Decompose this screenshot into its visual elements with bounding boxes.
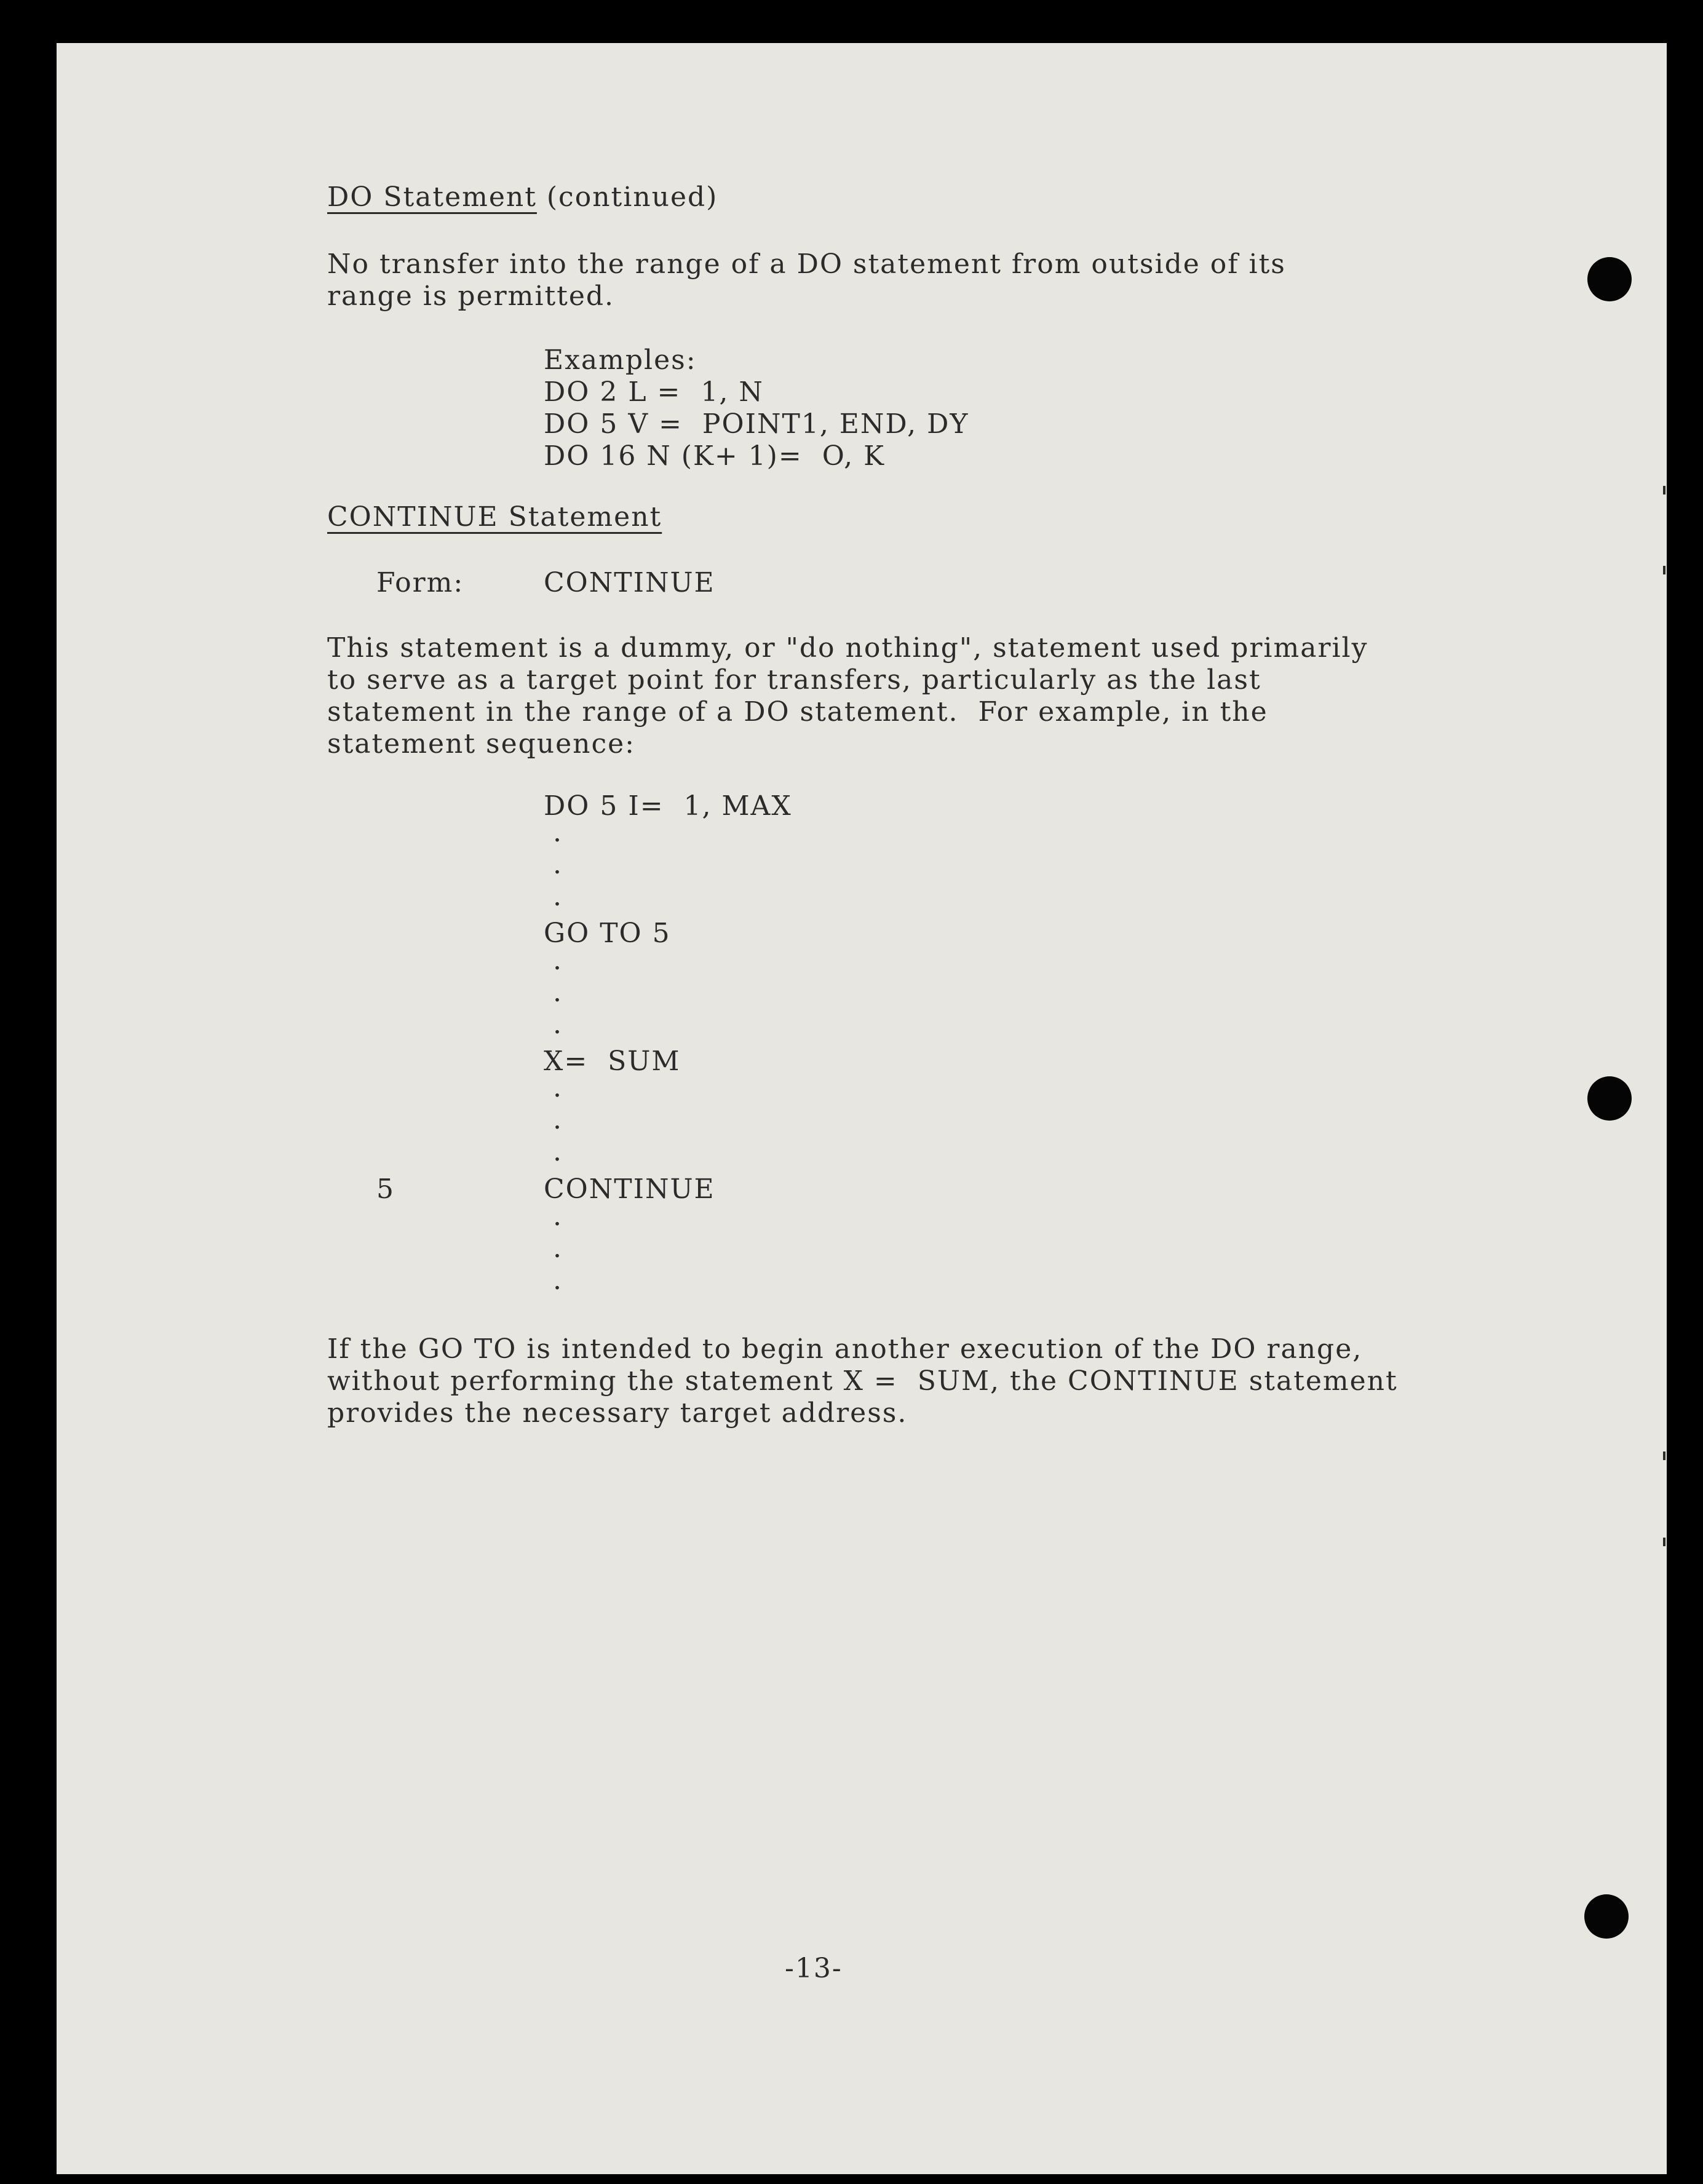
heading-title: CONTINUE Statement — [327, 501, 662, 533]
sequence-line-goto: GO TO 5 — [544, 918, 671, 949]
dot: . — [553, 1265, 562, 1296]
dot: . — [553, 1136, 562, 1167]
ellipsis-vertical — [553, 817, 562, 913]
paragraph-line: This statement is a dummy, or "do nothing", statement used primarily — [327, 632, 1368, 664]
heading-title: DO Statement — [327, 181, 537, 213]
paragraph-description — [327, 632, 1368, 760]
dot: . — [553, 1104, 562, 1135]
statement-label: 5 — [376, 1173, 395, 1205]
punch-hole-bottom — [1584, 1894, 1629, 1939]
dot: . — [553, 945, 562, 976]
edge-mark — [1663, 486, 1665, 494]
paragraph-conclusion — [327, 1333, 1398, 1429]
ellipsis-vertical — [553, 1072, 562, 1168]
form-label: Form: — [376, 567, 464, 598]
examples-label: Examples: — [544, 344, 697, 376]
paragraph-line: If the GO TO is intended to begin another execution of the DO range, — [327, 1333, 1363, 1365]
edge-mark — [1663, 1538, 1665, 1546]
page-number: -13- — [785, 1953, 843, 1984]
dot: . — [553, 849, 562, 880]
punch-hole-top — [1587, 257, 1632, 301]
paragraph-transfer-rule — [327, 248, 1286, 312]
example-line: DO 16 N (K+ 1)= O, K — [544, 440, 886, 472]
example-line: DO 2 L = 1, N — [544, 376, 764, 408]
sequence-line-continue: CONTINUE — [544, 1173, 715, 1205]
ellipsis-vertical — [553, 945, 562, 1041]
paragraph-line: without performing the statement X = SUM, the CONTINUE statement — [327, 1365, 1398, 1397]
dot: . — [553, 1072, 562, 1103]
ellipsis-vertical — [553, 1201, 562, 1297]
paragraph-line: provides the necessary target address. — [327, 1397, 908, 1429]
heading-suffix: (continued) — [536, 181, 718, 213]
section-heading-do-statement — [327, 181, 718, 213]
dot: . — [553, 817, 562, 848]
examples-block — [544, 344, 969, 472]
dot: . — [553, 1233, 562, 1264]
punch-hole-middle — [1587, 1076, 1632, 1121]
paragraph-line: to serve as a target point for transfers, particularly as the last — [327, 664, 1261, 696]
dot: . — [553, 977, 562, 1008]
paragraph-line: No transfer into the range of a DO statement from outside of its — [327, 248, 1286, 280]
form-value: CONTINUE — [544, 567, 715, 598]
sequence-line-do: DO 5 I= 1, MAX — [544, 790, 792, 822]
dot: . — [553, 881, 562, 912]
paragraph-line: statement sequence: — [327, 728, 635, 760]
edge-mark — [1663, 566, 1665, 574]
dot: . — [553, 1009, 562, 1040]
paragraph-line: statement in the range of a DO statement. For example, in the — [327, 696, 1268, 728]
sequence-line-assign: X= SUM — [544, 1046, 681, 1077]
dot: . — [553, 1201, 562, 1232]
section-heading-continue-statement — [327, 501, 662, 533]
paragraph-line: range is permitted. — [327, 280, 615, 312]
edge-mark — [1663, 1451, 1665, 1460]
example-line: DO 5 V = POINT1, END, DY — [544, 408, 969, 440]
